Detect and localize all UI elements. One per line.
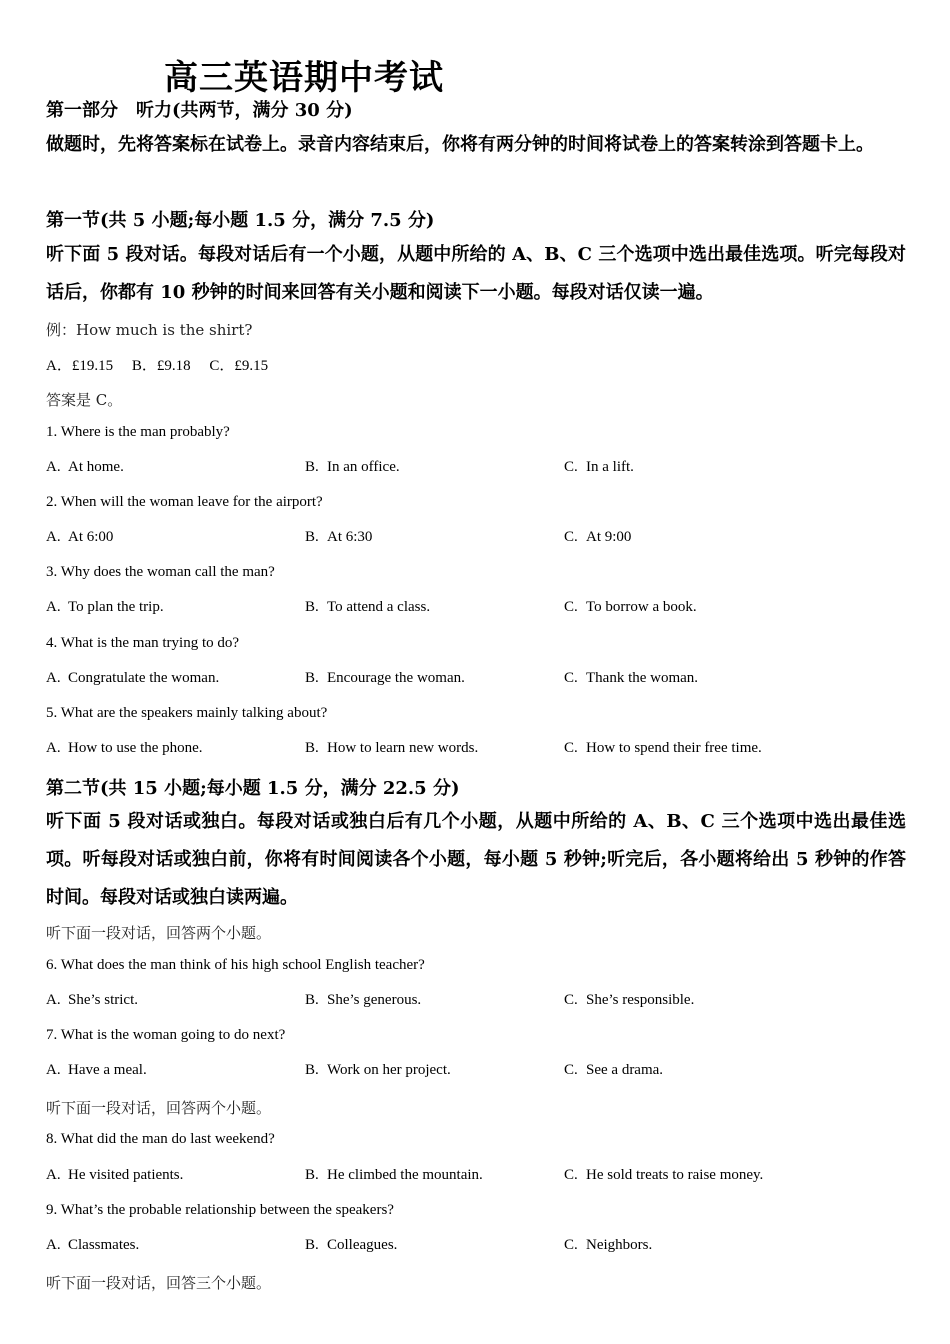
option-letter: C. (564, 670, 578, 686)
option-c[interactable] (564, 992, 694, 1009)
option-a[interactable] (46, 1062, 147, 1079)
option-b[interactable] (305, 670, 465, 687)
option-b[interactable] (305, 740, 478, 757)
question-4: 4. What is the man trying to do? (46, 635, 240, 651)
option-text: At 9:00 (586, 529, 632, 545)
option-b[interactable] (305, 459, 400, 476)
section1-instruction: 听下面 5 段对话。每段对话后有一个小题，从题中所给的 A、B、C 三个选项中选出最佳选项。听完每段对话后，你都有 10 秒钟的时间来回答有关小题和阅读下一小题。每段对话仅读一遍。 (46, 244, 906, 303)
option-b[interactable] (305, 1062, 451, 1079)
option-a[interactable] (46, 992, 138, 1009)
option-letter: A. (46, 670, 61, 686)
option-a[interactable] (46, 1237, 139, 1254)
option-letter: C. (564, 992, 578, 1008)
option-letter: C. (564, 1167, 578, 1183)
example-answer: 答案是 C。 (46, 391, 123, 409)
option-letter: B. (305, 459, 319, 475)
option-text: Colleagues. (327, 1237, 398, 1253)
option-c[interactable] (564, 670, 698, 687)
option-a[interactable] (46, 1167, 183, 1184)
page-title: 高三英语期中考试 (164, 58, 444, 98)
question-7: 7. What is the woman going to do next? (46, 1027, 286, 1043)
option-letter: B. (305, 1237, 319, 1253)
dialogue-note: 听下面一段对话，回答两个小题。 (46, 1099, 272, 1117)
option-letter: C. (564, 529, 578, 545)
option-text: She’s generous. (327, 992, 422, 1008)
option-c[interactable] (564, 740, 762, 757)
option-c[interactable] (564, 1062, 663, 1079)
option-text: In a lift. (586, 459, 634, 475)
option-text: Thank the woman. (586, 670, 699, 686)
option-a[interactable] (46, 740, 203, 757)
option-letter: C. (564, 1237, 578, 1253)
option-letter: A. (46, 459, 61, 475)
option-letter: C. (564, 1062, 578, 1078)
option-text: See a drama. (586, 1062, 664, 1078)
question-5: 5. What are the speakers mainly talking about? (46, 705, 328, 721)
part1-heading: 第一部分 听力(共两节，满分 30 分) (46, 100, 353, 121)
question-6: 6. What does the man think of his high school English teacher? (46, 957, 425, 973)
option-text: Have a meal. (68, 1062, 147, 1078)
option-text: How to learn new words. (327, 740, 479, 756)
section2-instruction: 听下面 5 段对话或独白。每段对话或独白后有几个小题，从题中所给的 A、B、C 三个选项中选出最佳选项。听每段对话或独白前，你将有时间阅读各个小题，每小题 5 秒钟;听完后，各小题将给出 5 秒钟的作答时间。每段对话或独白读两遍。 (46, 811, 906, 908)
option-text: Encourage the woman. (327, 670, 465, 686)
option-b[interactable] (305, 599, 430, 616)
option-b[interactable] (305, 529, 372, 546)
question-1: 1. Where is the man probably? (46, 424, 230, 440)
option-letter: B. (305, 670, 319, 686)
section2-heading: 第二节(共 15 小题;每小题 1.5 分，满分 22.5 分) (46, 778, 460, 799)
option-text: How to spend their free time. (586, 740, 762, 756)
option-c[interactable] (564, 529, 631, 546)
option-text: He climbed the mountain. (327, 1167, 483, 1183)
question-2: 2. When will the woman leave for the airport? (46, 494, 323, 510)
option-c[interactable] (564, 459, 634, 476)
part1-instruction: 做题时，先将答案标在试卷上。录音内容结束后，你将有两分钟的时间将试卷上的答案转涂到答题卡上。 (46, 134, 874, 155)
option-text: At home. (68, 459, 124, 475)
option-letter: C. (564, 740, 578, 756)
question-8: 8. What did the man do last weekend? (46, 1131, 275, 1147)
option-letter: A. (46, 529, 61, 545)
option-text: How to use the phone. (68, 740, 203, 756)
option-text: She’s strict. (68, 992, 138, 1008)
example-options: A．£19.15 B．£9.18 C．£9.15 (46, 358, 269, 374)
option-c[interactable] (564, 1167, 763, 1184)
option-text: He visited patients. (68, 1167, 184, 1183)
option-a[interactable] (46, 459, 124, 476)
option-letter: A. (46, 1237, 61, 1253)
option-text: To plan the trip. (68, 599, 164, 615)
option-letter: B. (305, 740, 319, 756)
option-b[interactable] (305, 1167, 483, 1184)
option-letter: B. (305, 1167, 319, 1183)
question-3: 3. Why does the woman call the man? (46, 564, 275, 580)
dialogue-note: 听下面一段对话，回答两个小题。 (46, 924, 272, 942)
option-letter: A. (46, 1062, 61, 1078)
option-text: He sold treats to raise money. (586, 1167, 764, 1183)
option-text: Congratulate the woman. (68, 670, 220, 686)
option-b[interactable] (305, 992, 421, 1009)
option-text: Classmates. (68, 1237, 140, 1253)
option-text: At 6:30 (327, 529, 373, 545)
option-c[interactable] (564, 599, 697, 616)
option-text: To borrow a book. (586, 599, 697, 615)
option-c[interactable] (564, 1237, 652, 1254)
option-letter: B. (305, 992, 319, 1008)
option-a[interactable] (46, 670, 219, 687)
option-text: Neighbors. (586, 1237, 653, 1253)
option-a[interactable] (46, 599, 164, 616)
dialogue-note: 听下面一段对话，回答三个小题。 (46, 1274, 272, 1292)
option-letter: A. (46, 992, 61, 1008)
example-question: 例：How much is the shirt? (46, 321, 253, 339)
option-letter: B. (305, 599, 319, 615)
option-letter: C. (564, 599, 578, 615)
section1-heading: 第一节(共 5 小题;每小题 1.5 分，满分 7.5 分) (46, 210, 435, 231)
option-b[interactable] (305, 1237, 397, 1254)
option-letter: A. (46, 1167, 61, 1183)
option-letter: B. (305, 529, 319, 545)
option-letter: A. (46, 740, 61, 756)
option-text: She’s responsible. (586, 992, 695, 1008)
option-text: In an office. (327, 459, 400, 475)
option-text: Work on her project. (327, 1062, 451, 1078)
option-letter: A. (46, 599, 61, 615)
option-letter: B. (305, 1062, 319, 1078)
option-text: To attend a class. (327, 599, 431, 615)
option-letter: C. (564, 459, 578, 475)
question-9: 9. What’s the probable relationship between the speakers? (46, 1202, 394, 1218)
option-a[interactable] (46, 529, 113, 546)
option-text: At 6:00 (68, 529, 114, 545)
